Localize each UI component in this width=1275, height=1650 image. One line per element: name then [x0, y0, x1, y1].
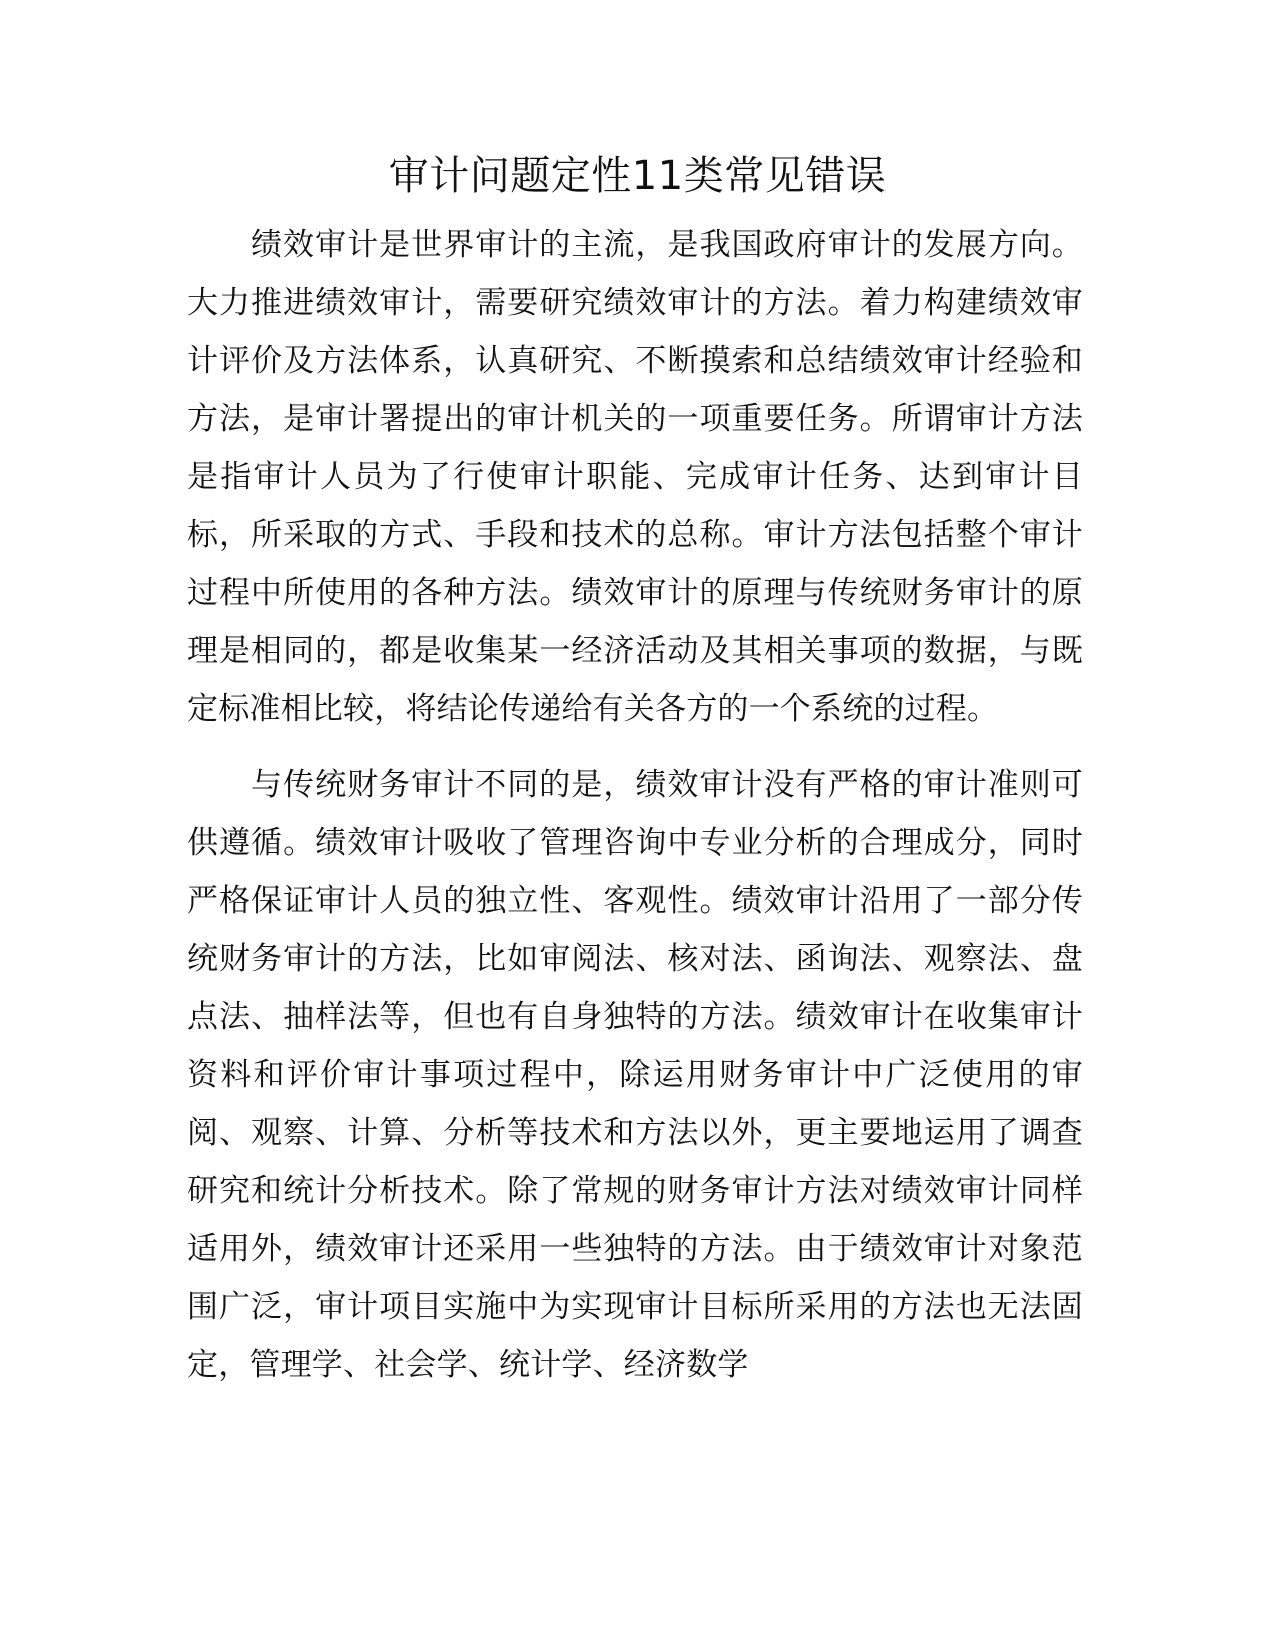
paragraph-1: 绩效审计是世界审计的主流，是我国政府审计的发展方向。大力推进绩效审计，需要研究绩效审计的方法。着力构建绩效审计评价及方法体系，认真研究、不断摸索和总结绩效审计经验和方法，是审计署提出的审计机关的一项重要任务。所谓审计方法是指审计人员为了行使审计职能、完成审计任务、达到审计目标，所采取的方式、手段和技术的总称。审计方法包括整个审计过程中所使用的各种方法。绩效审计的原理与传统财务审计的原理是相同的，都是收集某一经济活动及其相关事项的数据，与既定标准相比较，将结论传递给有关各方的一个系统的过程。: [187, 227, 1083, 727]
paragraph-2: 与传统财务审计不同的是，绩效审计没有严格的审计准则可供遵循。绩效审计吸收了管理咨询中专业分析的合理成分，同时严格保证审计人员的独立性、客观性。绩效审计沿用了一部分传统财务审计的方法，比如审阅法、核对法、函询法、观察法、盘点法、抽样法等，但也有自身独特的方法。绩效审计在收集审计资料和评价审计事项过程中，除运用财务审计中广泛使用的审阅、观察、计算、分析等技术和方法以外，更主要地运用了调查研究和统计分析技术。除了常规的财务审计方法对绩效审计同样适用外，绩效审计还采用一些独特的方法。由于绩效审计对象范围广泛，审计项目实施中为实现审计目标所采用的方法也无法固定，管理学、社会学、统计学、经济数学: [187, 767, 1083, 1383]
document-title: 审计问题定性11类常见错误: [388, 153, 887, 199]
document-body: [187, 216, 1083, 1412]
